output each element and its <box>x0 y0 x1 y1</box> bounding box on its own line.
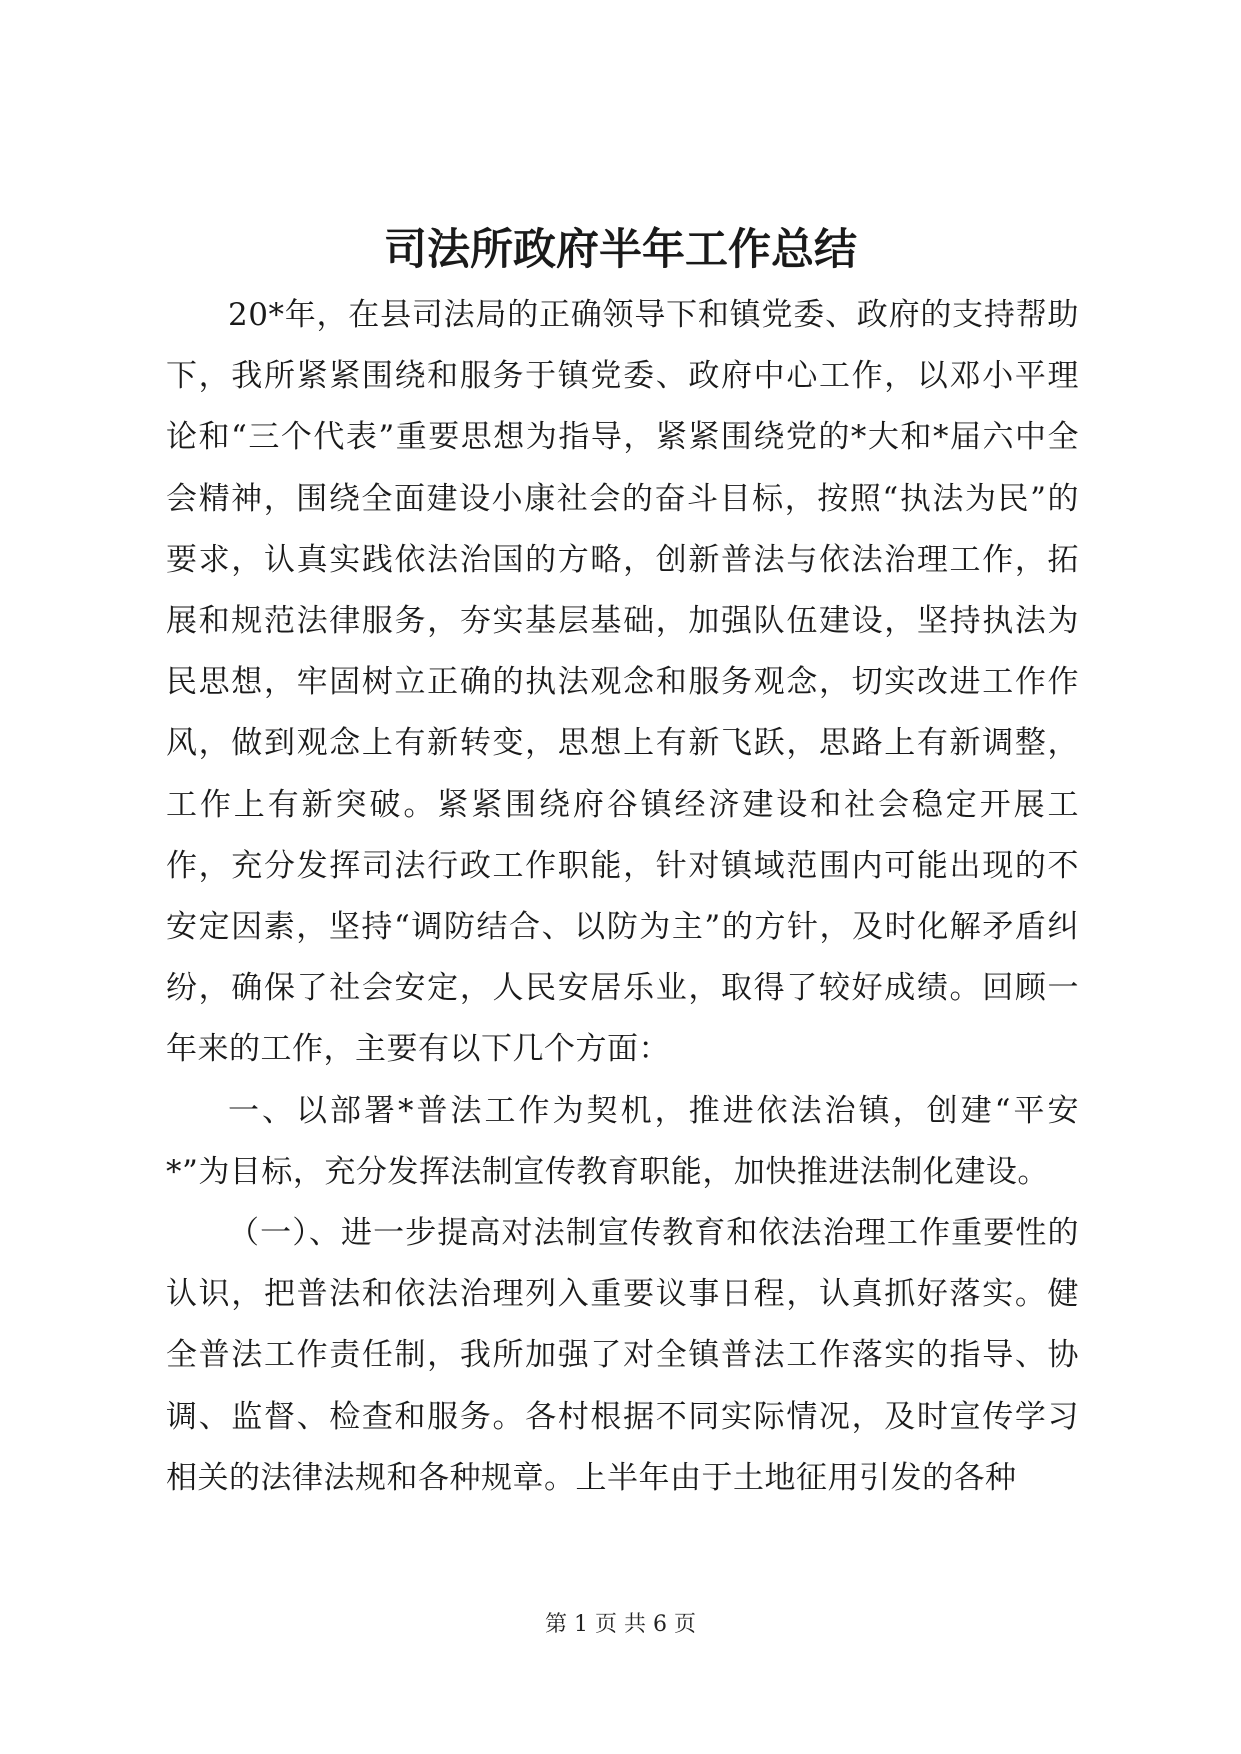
paragraph-intro: 20*年，在县司法局的正确领导下和镇党委、政府的支持帮助下，我所紧紧围绕和服务于镇党委、政府中心工作，以邓小平理论和“三个代表”重要思想为指导，紧紧围绕党的*大和*届六中全会精神，围绕全面建设小康社会的奋斗目标，按照“执法为民”的要求，认真实践依法治国的方略，创新普法与依法治理工作，拓展和规范法律服务，夯实基层基础，加强队伍建设，坚持执法为民思想，牢固树立正确的执法观念和服务观念，切实改进工作作风，做到观念上有新转变，思想上有新飞跃，思路上有新调整，工作上有新突破。紧紧围绕府谷镇经济建设和社会稳定开展工作，充分发挥司法行政工作职能，针对镇域范围内可能出现的不安定因素，坚持“调防结合、以防为主”的方针，及时化解矛盾纠纷，确保了社会安定，人民安居乐业，取得了较好成绩。回顾一年来的工作，主要有以下几个方面： <box>166 297 1079 1068</box>
paragraph-section-one: 一、以部署*普法工作为契机，推进依法治镇，创建“平安*”为目标，充分发挥法制宣传教育职能，加快推进法制化建设。 <box>166 1092 1079 1190</box>
document-body <box>166 285 1079 1509</box>
page-footer: 第 1 页 共 6 页 <box>545 1612 696 1637</box>
paragraph-subsection-one: （一）、进一步提高对法制宣传教育和依法治理工作重要性的认识，把普法和依法治理列入重要议事日程，认真抓好落实。健全普法工作责任制，我所加强了对全镇普法工作落实的指导、协调、监督、检查和服务。各村根据不同实际情况，及时宣传学习相关的法律法规和各种规章。上半年由于土地征用引发的各种 <box>166 1215 1079 1496</box>
document-title: 司法所政府半年工作总结 <box>384 225 857 275</box>
